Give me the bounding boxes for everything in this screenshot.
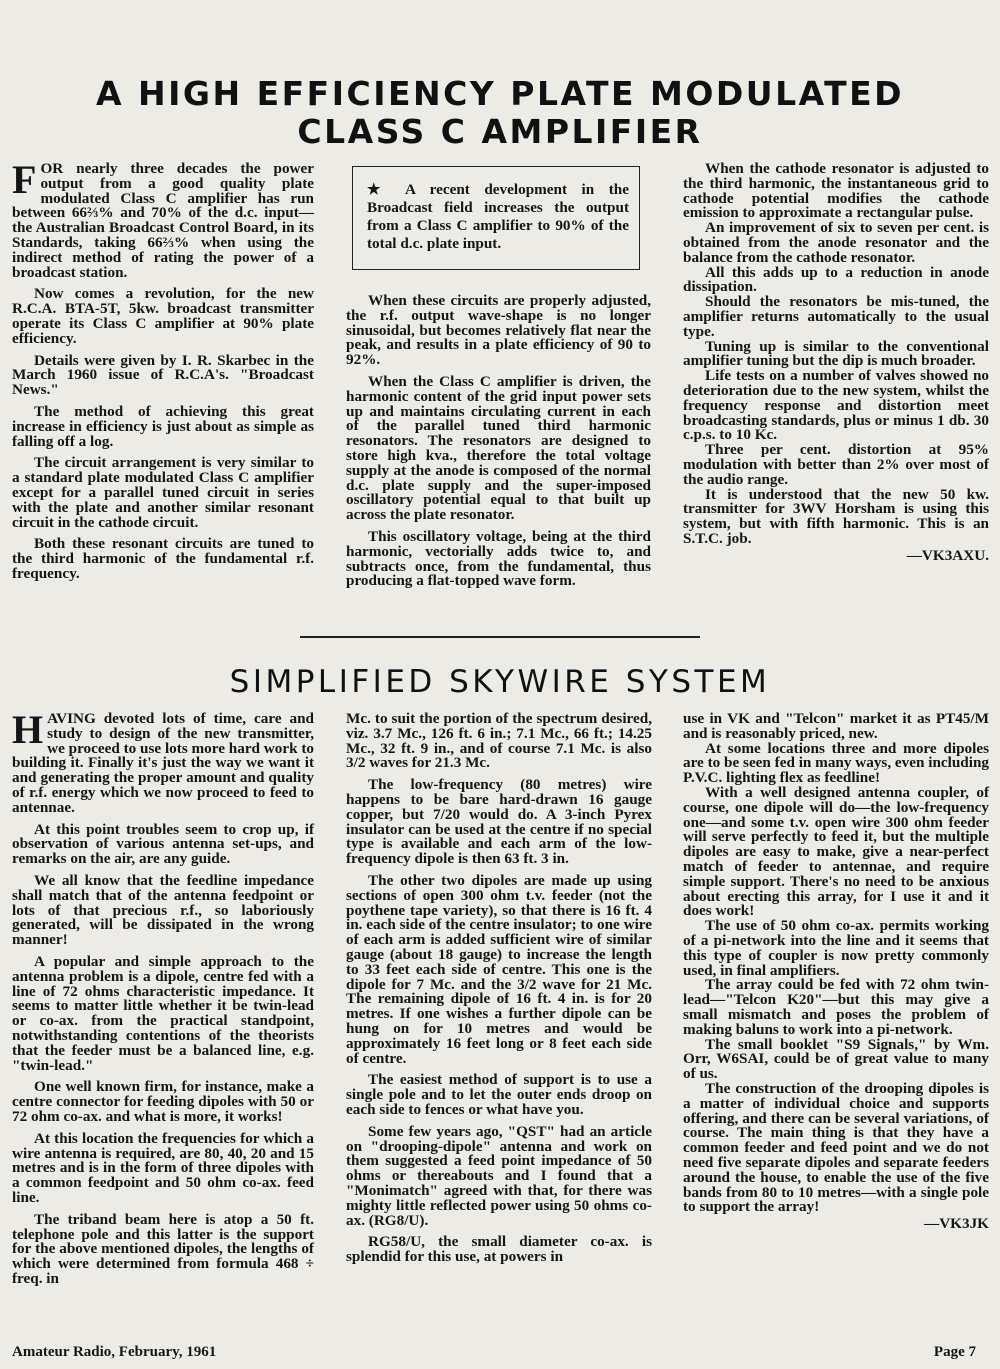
- paragraph: Three per cent. distortion at 95% modulation with better than 2% over most of the audio range.: [683, 441, 989, 488]
- footer-publication: Amateur Radio, February, 1961: [12, 1344, 217, 1360]
- author-signature: —VK3AXU.: [906, 546, 989, 564]
- footer-page-number: Page 7: [933, 1344, 976, 1360]
- paragraph: The array could be fed with 72 ohm twin-lead—"Telcon K20"—but this may give a small mismatch and poses the problem of making baluns to work into a pi-network.: [683, 976, 989, 1038]
- article-title: SIMPLIFIED SKYWIRE SYSTEM: [229, 664, 771, 700]
- paragraph: Life tests on a number of valves showed no deterioration due to the new system, whilst the frequency response and distortion meet broadcasting standards, plus or minus 1 db. 30 c.p.s. to 10 Kc.: [683, 367, 989, 444]
- paragraph: The use of 50 ohm co-ax. permits working of a pi-network into the line and it seems that this type of coupler is now pretty commonly used, in final amplifiers.: [683, 917, 989, 979]
- drop-cap: H: [12, 707, 44, 752]
- paragraph: At some locations three and more dipoles are to be seen fed in many ways, even including P.V.C. lighting flex as feedline!: [683, 739, 990, 787]
- paragraph: The method of achieving this great increase in efficiency is just about as simple as falling off a log.: [12, 402, 314, 450]
- paragraph: The small booklet "S9 Signals," by Wm. Orr, W6SAI, could be of great value to many of us.: [683, 1035, 989, 1083]
- paragraph: With a well designed antenna coupler, of course, one dipole will do—the low-frequency one—and some t.v. open wire 300 ohm feeder will serve perfectly to feed it, but the multiple dipoles are easy to make, give a near-perfect match of feeder to antennae, and require simple support. There's no need to be anxious about erecting this array, for I use it and it does work!: [683, 783, 989, 920]
- article1-column2: [346, 294, 651, 596]
- paragraph: An improvement of six to seven per cent. is obtained from the anode resonator and the balance from the cathode resonator.: [683, 219, 989, 266]
- article1-column1: [12, 157, 314, 589]
- paragraph: Tuning up is similar to the conventional amplifier tuning but the dip is much broader.: [683, 337, 989, 370]
- paragraph: use in VK and "Telcon" market it as PT45/M and is reasonably priced, new.: [683, 710, 989, 742]
- article2-column3: [683, 712, 989, 1232]
- paragraph: It is understood that the new 50 kw. transmitter for 3WV Horsham is using this system, but with fifth harmonic. This is an S.T.C. job.: [683, 485, 989, 547]
- paragraph: The other two dipoles are made up using sections of open 300 ohm t.v. feeder (not the poythene tape variety), so that there is 16 ft. 4 in. each side of the centre insulator; to one wire of each arm is added sufficient wire of similar gauge (about 18 gauge) to increase the length to 33 feet each side of centre. This one is the dipole for 7 Mc. and the 3/2 wave for 21 Mc. The remaining dipole of 16 ft. 4 in. is for 20 metres. If one wishes a further dipole can be hung on for 10 metres and would be approximately 16 feet long or 8 feet each side of centre.: [346, 871, 652, 1067]
- paragraph: We all know that the feedline impedance shall match that of the antenna feedpoint or lots of that precious r.f., so laboriously generated, will be dissipated in the wrong manner!: [12, 871, 314, 949]
- paragraph: The easiest method of support is to use a single pole and to let the outer ends droop on each side to fences or what have you.: [346, 1071, 652, 1118]
- article-title-line2: CLASS C AMPLIFIER: [297, 112, 703, 151]
- paragraph: At this location the frequencies for which a wire antenna is required, are 80, 40, 20 and 15 metres and is in the form of three dipoles with a common feedpoint and 50 ohm co-ax. feed line.: [12, 1129, 314, 1206]
- paragraph: The circuit arrangement is very similar to a standard plate modulated Class C amplifier except for a parallel tuned circuit in series with the plate and another similar resonant circuit in the cathode circuit.: [12, 454, 314, 531]
- section-divider: [300, 636, 700, 638]
- drop-cap: F: [12, 157, 37, 202]
- paragraph: Now comes a revolution, for the new R.C.A. BTA-5T, 5kw. broadcast transmitter operate its Class C amplifier at 90% plate efficiency.: [12, 285, 314, 347]
- paragraph: Some few years ago, "QST" had an article on "drooping-dipole" antenna and work on them suggested a feed point impedance of 50 ohms or thereabouts and I found that a "Monimatch" agreed with that, for there was mighty little reflected power using 50 ohms co-ax. (RG8/U).: [346, 1122, 652, 1229]
- paragraph: All this adds up to a reduction in anode dissipation.: [683, 263, 989, 296]
- paragraph: This oscillatory voltage, being at the third harmonic, vectorially adds twice to, and subtracts once, from the fundamental, thus producing a flat-topped wave form.: [346, 527, 651, 590]
- paragraph: Should the resonators be mis-tuned, the amplifier returns automatically to the usual type.: [683, 293, 989, 340]
- article2-column1: [12, 707, 314, 1294]
- paragraph: When the cathode resonator is adjusted to the third harmonic, the instantaneous grid to cathode potential modifies the cathode emission to approximate a rectangular pulse.: [683, 160, 989, 222]
- paragraph: At this point troubles seem to crop up, if observation of various antenna set-ups, and remarks on the air, are any guide.: [12, 820, 314, 868]
- paragraph: The low-frequency (80 metres) wire happens to be bare hard-drawn 16 gauge copper, but 7/20 would do. A 3-inch Pyrex insulator can be used at the centre if no special type is available and each arm of the low-frequency dipole is then 63 ft. 3 in.: [346, 776, 652, 868]
- article-title-line1: A HIGH EFFICIENCY PLATE MODULATED: [95, 74, 905, 113]
- paragraph: HAVING devoted lots of time, care and study to design of the new transmitter, we proceed to use lots more hard work to building it. Finally it's just the way we want it and generating the proper amount and quality of r.f. energy which we now proceed to feed to antennae.: [12, 707, 314, 816]
- paragraph: Both these resonant circuits are tuned to the third harmonic of the fundamental r.f. frequency.: [12, 535, 314, 582]
- paragraph: RG58/U, the small diameter co-ax. is splendid for this use, at powers in: [346, 1233, 652, 1266]
- paragraph: FOR nearly three decades the power output from a good quality plate modulated Class C amplifier has run between 66⅔% and 70% of the d.c. input—the Australian Broadcast Control Board, in its Standards, taking 66⅔% when using the indirect method of rating the power of a broadcast station.: [12, 157, 314, 281]
- author-signature: —VK3JK: [924, 1215, 989, 1233]
- paragraph: A popular and simple approach to the antenna problem is a dipole, centre fed with a line of 72 ohms characteristic impedance. It seems to matter little whether it be twin-lead or co-ax. from the practical standpoint, notwithstanding contentions of the theorists that the feeder must be a balanced line, e.g. "twin-lead.": [12, 952, 314, 1074]
- paragraph: When the Class C amplifier is driven, the harmonic content of the grid input power sets up and maintains circulating current in each of the parallel tuned third harmonic resonators. The resonators are designed to store high kva., therefore the total voltage supply at the anode is composed of the normal d.c. plate supply and the super-imposed oscillatory potential equal to that built up across the plate resonator.: [346, 372, 651, 524]
- paragraph: When these circuits are properly adjusted, the r.f. output wave-shape is no longer sinusoidal, but becomes relatively flat near the peak, and results in a plate efficiency of 90 to 92%.: [346, 292, 651, 369]
- paragraph: Mc. to suit the portion of the spectrum desired, viz. 3.7 Mc., 126 ft. 6 in.; 7.1 Mc., 66 ft.; 14.25 Mc., 32 ft. 9 in., and of course 7.1 Mc. is also 3/2 waves for 21.3 Mc.: [346, 710, 652, 772]
- callout-box: ★ A recent development in the Broadcast field increases the output from a Class C amplifier to 90% of the total d.c. plate input.: [352, 166, 640, 270]
- article2-column2: [346, 712, 652, 1272]
- article1-column3: [683, 162, 989, 564]
- paragraph: Details were given by I. R. Skarbec in the March 1960 issue of R.C.A's. "Broadcast News.": [12, 351, 314, 399]
- paragraph: The construction of the drooping dipoles is a matter of individual choice and supports offering, and there can be several variations, of course. The main thing is that they have a common feeder and feed point and we do not need five separate dipoles and separate feeders around the house, to enable the use of the five bands from 80 to 10 metres—with a single pole to support the array!: [683, 1079, 989, 1216]
- paragraph: The triband beam here is atop a 50 ft. telephone pole and this latter is the support for the above mentioned dipoles, the lengths of which were determined from formula 468 ÷ freq. in: [12, 1210, 314, 1287]
- paragraph: One well known firm, for instance, make a centre connector for feeding dipoles with 50 or 72 ohm co-ax. and what is more, it works!: [12, 1078, 314, 1125]
